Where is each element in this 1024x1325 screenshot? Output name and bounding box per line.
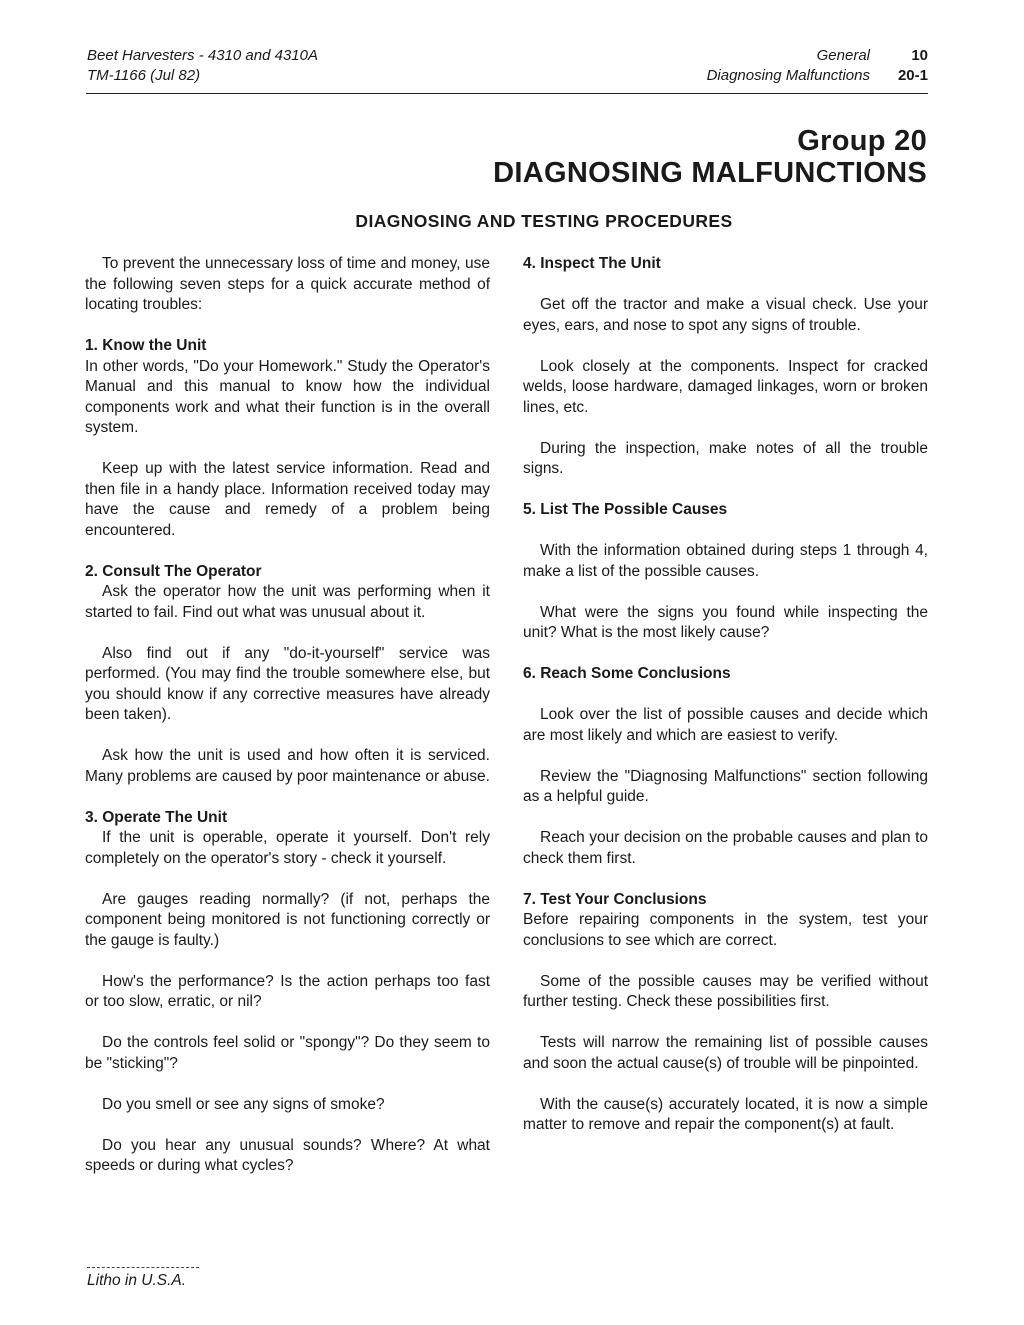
section-name: General [816, 47, 870, 64]
left-column [85, 254, 490, 1197]
group-number: Group 20 [797, 125, 927, 157]
group-title [493, 125, 927, 189]
step-1-paragraph: In other words, "Do your Homework." Study the Operator's Manual and this manual to know how the individual components work and what their function is in the overall system. [85, 357, 490, 436]
step-2-paragraph: Also find out if any "do-it-yourself" service was performed. (You may find the trouble somewhere else, but you should know if any corrective measures have already been taken). [85, 644, 490, 723]
step-3-paragraph: Do you smell or see any signs of smoke? [102, 1095, 385, 1113]
step-3-paragraph: How's the performance? Is the action perhaps too fast or too slow, erratic, or nil? [85, 972, 490, 1010]
footer-rule [87, 1267, 199, 1268]
step-1-paragraph: Keep up with the latest service information. Read and then file in a handy place. Information received today may have the cause and remedy of a problem being encountered. [85, 460, 490, 539]
footer-litho: Litho in U.S.A. [87, 1272, 187, 1289]
header-rule [86, 93, 928, 94]
step-5-heading: 5. List The Possible Causes [523, 501, 728, 518]
intro-paragraph: To prevent the unnecessary loss of time and money, use the following seven steps for a quick accurate method of locating troubles: [85, 255, 490, 313]
manual-number: TM-1166 (Jul 82) [87, 67, 201, 84]
step-7-paragraph: With the cause(s) accurately located, it is now a simple matter to remove and repair the component(s) at fault. [523, 1095, 928, 1133]
step-3-paragraph: Do you hear any unusual sounds? Where? At what speeds or during what cycles? [85, 1136, 490, 1174]
step-6-paragraph: Review the "Diagnosing Malfunctions" section following as a helpful guide. [523, 767, 928, 805]
group-name: DIAGNOSING MALFUNCTIONS [493, 157, 927, 189]
step-3-paragraph: Do the controls feel solid or "spongy"? Do they seem to be "sticking"? [85, 1034, 490, 1072]
step-4-paragraph: Look closely at the components. Inspect for cracked welds, loose hardware, damaged linkages, worn or broken lines, etc. [523, 357, 928, 416]
step-5-paragraph: With the information obtained during steps 1 through 4, make a list of the possible causes. [523, 542, 928, 580]
step-1-heading: 1. Know the Unit [85, 337, 207, 354]
step-6-heading: 6. Reach Some Conclusions [523, 665, 731, 682]
step-2-heading: 2. Consult The Operator [85, 562, 262, 580]
right-column [523, 254, 928, 1156]
step-7-paragraph: Before repairing components in the system, test your conclusions to see which are correct. [523, 911, 928, 949]
header-right [707, 46, 928, 86]
section-number: 10 [911, 47, 928, 64]
step-6-paragraph: Reach your decision on the probable causes and plan to check them first. [523, 829, 928, 867]
step-2-paragraph: Ask the operator how the unit was performing when it started to fail. Find out what was unusual about it. [85, 583, 490, 621]
step-7-heading: 7. Test Your Conclusions [523, 890, 707, 908]
step-7-paragraph: Tests will narrow the remaining list of possible causes and soon the actual cause(s) of trouble will be pinpointed. [523, 1034, 928, 1072]
page-subtitle: DIAGNOSING AND TESTING PROCEDURES [355, 211, 733, 231]
step-4-heading: 4. Inspect The Unit [523, 255, 661, 272]
step-2-paragraph: Ask how the unit is used and how often it is serviced. Many problems are caused by poor maintenance or abuse. [85, 747, 490, 785]
step-3-paragraph: Are gauges reading normally? (if not, perhaps the component being monitored is not functioning correctly or the gauge is faulty.) [85, 890, 490, 949]
subsection-name: Diagnosing Malfunctions [706, 67, 870, 84]
step-4-paragraph: During the inspection, make notes of all the trouble signs. [523, 439, 928, 477]
step-5-paragraph: What were the signs you found while inspecting the unit? What is the most likely cause? [523, 603, 928, 641]
step-6-paragraph: Look over the list of possible causes and decide which are most likely and which are easiest to verify. [523, 706, 928, 744]
step-3-paragraph: If the unit is operable, operate it yourself. Don't rely completely on the operator's story - check it yourself. [85, 829, 490, 867]
header-left [87, 46, 318, 86]
manual-title: Beet Harvesters - 4310 and 4310A [87, 47, 318, 64]
page-number: 20-1 [897, 67, 928, 84]
step-4-paragraph: Get off the tractor and make a visual check. Use your eyes, ears, and nose to spot any signs of trouble. [523, 296, 928, 334]
step-7-paragraph: Some of the possible causes may be verified without further testing. Check these possibilities first. [523, 972, 928, 1010]
step-3-heading: 3. Operate The Unit [85, 808, 228, 826]
